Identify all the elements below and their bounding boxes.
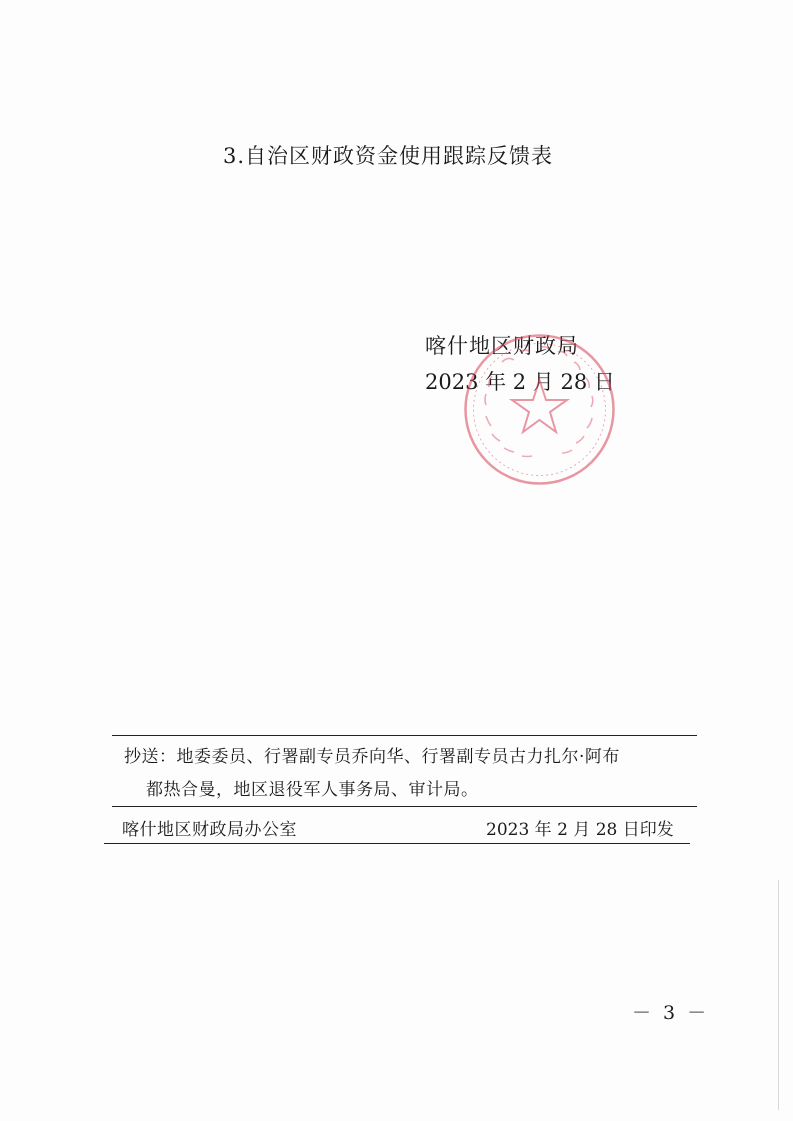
print-date: 2023 年 2 月 28 日印发	[486, 820, 674, 840]
seal-outer-ring	[466, 336, 614, 484]
footer-rule-top	[112, 735, 697, 736]
cc-recipients-line-2: 都热合曼，地区退役军人事务局、审计局。	[146, 780, 479, 800]
scan-edge-line	[778, 880, 779, 1110]
seal-inner-ring	[474, 344, 606, 476]
footer-rule-middle	[112, 806, 697, 807]
official-seal	[462, 332, 617, 487]
star-icon	[512, 380, 567, 432]
issuer-name: 喀什地区财政局	[425, 334, 579, 358]
signature-date: 2023 年 2 月 28 日	[425, 370, 615, 394]
attachment-item: 3.自治区财政资金使用跟踪反馈表	[223, 144, 554, 168]
seal-script-marks	[485, 347, 593, 457]
footer-rule-bottom	[104, 843, 690, 844]
issuing-office: 喀什地区财政局办公室	[122, 820, 297, 840]
cc-recipients-line-1: 抄送：地委委员、行署副专员乔向华、行署副专员古力扎尔·阿布	[124, 747, 620, 767]
page-number: － 3 －	[632, 1002, 710, 1024]
